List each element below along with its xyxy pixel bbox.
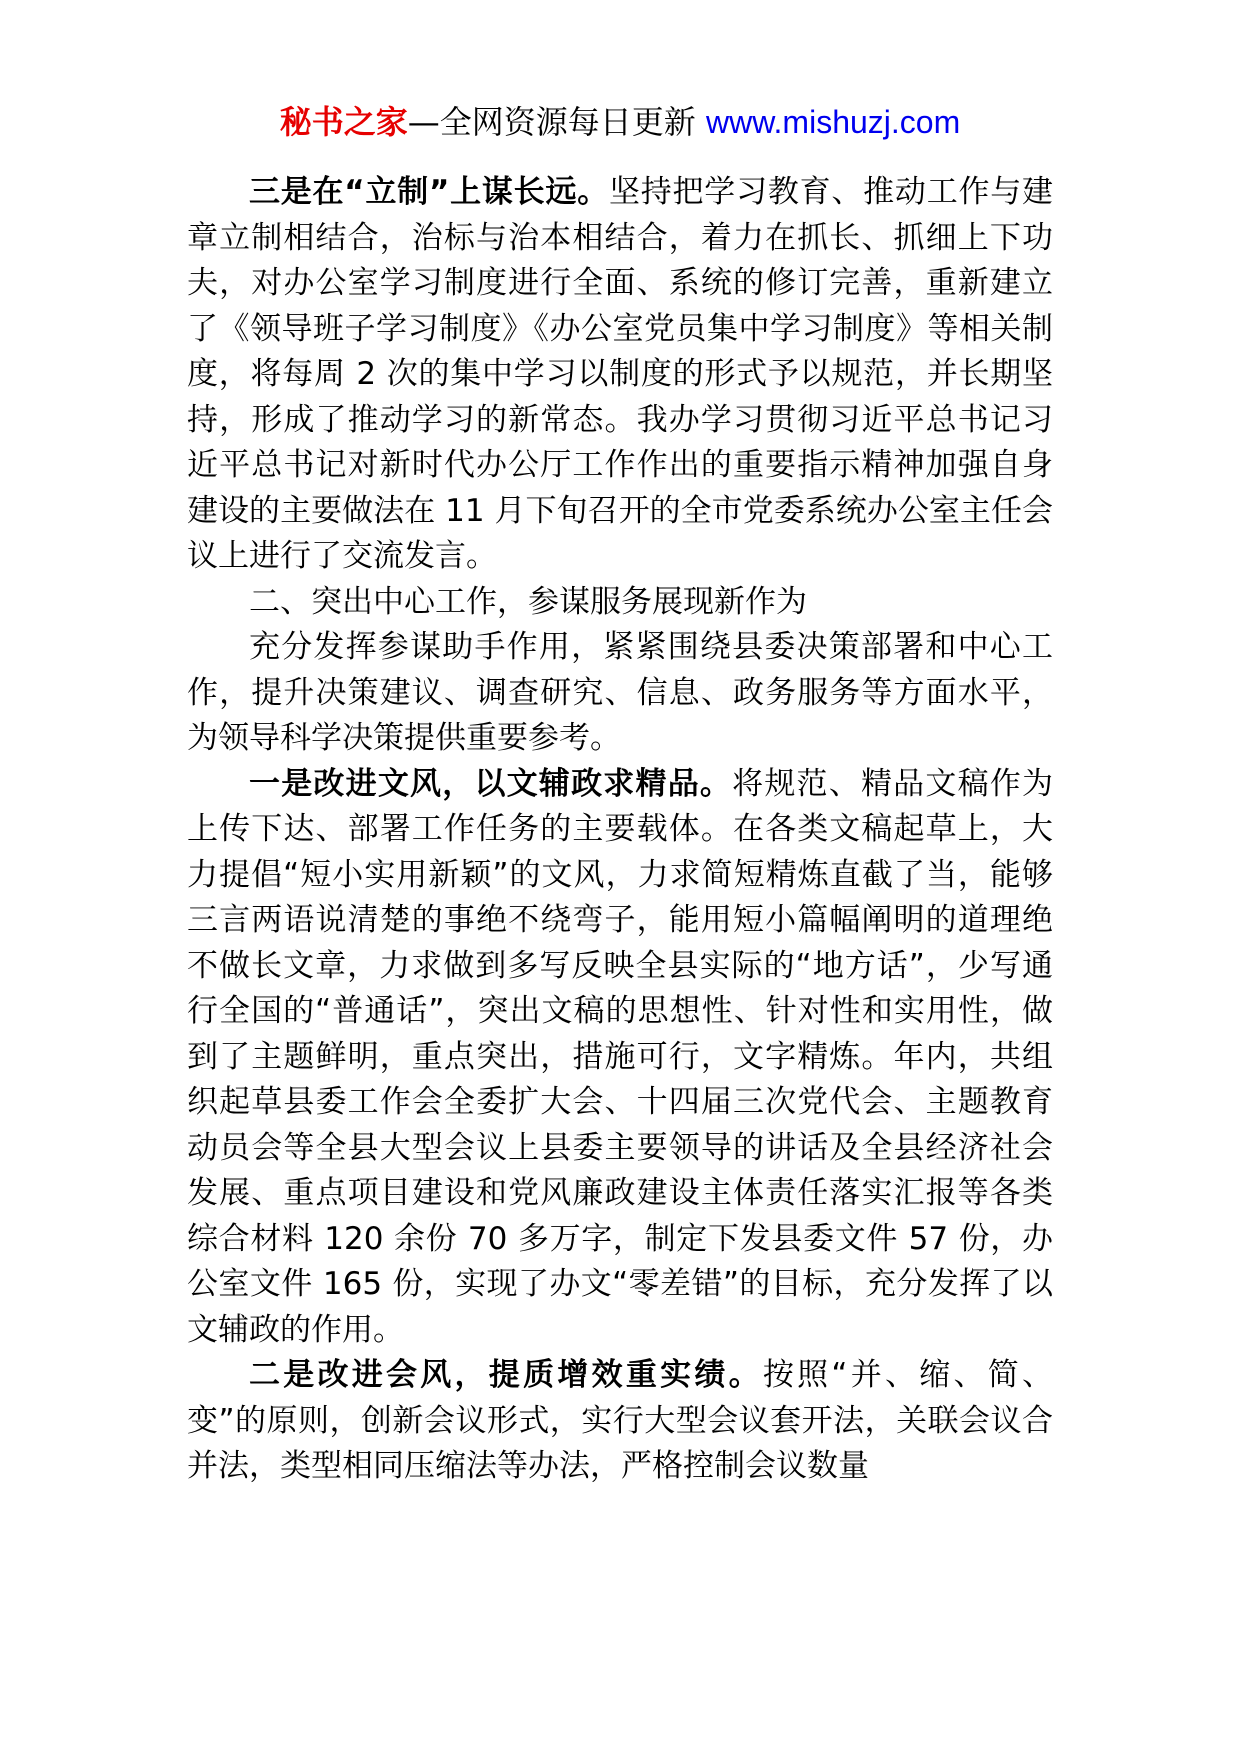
paragraph-lead: 二是改进会风，提质增效重实绩。	[249, 1357, 763, 1393]
site-tagline: —全网资源每日更新	[407, 103, 706, 141]
paragraph-lead: 三是在“立制”上谋长远。	[249, 174, 609, 210]
paragraph-text: 按照“并、缩、简、变”的原则，创新会议形式，实行大型会议套开法，关联会议合并法，类型相同压缩法等办法，严格控制会议数量	[187, 1357, 1053, 1484]
site-url-link[interactable]: www.mishuzj.com	[705, 104, 961, 140]
paragraph-lead: 一是改进文风，以文辅政求精品。	[249, 765, 733, 802]
paragraph-text: 坚持把学习教育、推动工作与建章立制相结合，治标与治本相结合，着力在抓长、抓细上下功夫，对办公室学习制度进行全面、系统的修订完善，重新建立了《领导班子学习制度》《办公室党员集中学习制度》等相关制度，将每周 2 次的集中学习以制度的形式予以规范，并长期坚持，形成了推动学习的新常态。我办学习贯彻习近平总书记习近平总书记对新时代办公厅工作作出的重要指示精神加强自身建设的主要做法在 11 月下旬召开的全市党委系统办公室主任会议上进行了交流发言。	[187, 174, 1054, 574]
paragraph-wenfeng	[187, 762, 1053, 1354]
site-watermark-header	[0, 100, 1240, 144]
section-heading-2	[187, 580, 1053, 626]
paragraph-section-intro	[187, 625, 1053, 762]
paragraph-text: 将规范、精品文稿作为上传下达、部署工作任务的主要载体。在各类文稿起草上，大力提倡“短小实用新颖”的文风，力求简短精炼直截了当，能够三言两语说清楚的事绝不绕弯子，能用短小篇幅阐明的道理绝不做长文章，力求做到多写反映全县实际的“地方话”，少写通行全国的“普通话”，突出文稿的思想性、针对性和实用性，做到了主题鲜明，重点突出，措施可行，文字精炼。年内，共组织起草县委工作会全委扩大会、十四届三次党代会、主题教育动员会等全县大型会议上县委主要领导的讲话及全县经济社会发展、重点项目建设和党风廉政建设主体责任落实汇报等各类综合材料 120 余份 70 多万字，制定下发县委文件 57 份，办公室文件 165 份，实现了办文“零差错”的目标，充分发挥了以文辅政的作用。	[187, 765, 1053, 1348]
paragraph-lizhi	[187, 170, 1053, 580]
paragraph-text: 充分发挥参谋助手作用，紧紧围绕县委决策部署和中心工作，提升决策建议、调查研究、信息、政务服务等方面水平，为领导科学决策提供重要参考。	[187, 629, 1053, 756]
paragraph-text: 二、突出中心工作，参谋服务展现新作为	[249, 583, 807, 620]
paragraph-huifeng	[187, 1353, 1053, 1490]
site-brand: 秘书之家	[279, 103, 408, 141]
document-body	[187, 170, 1053, 1490]
